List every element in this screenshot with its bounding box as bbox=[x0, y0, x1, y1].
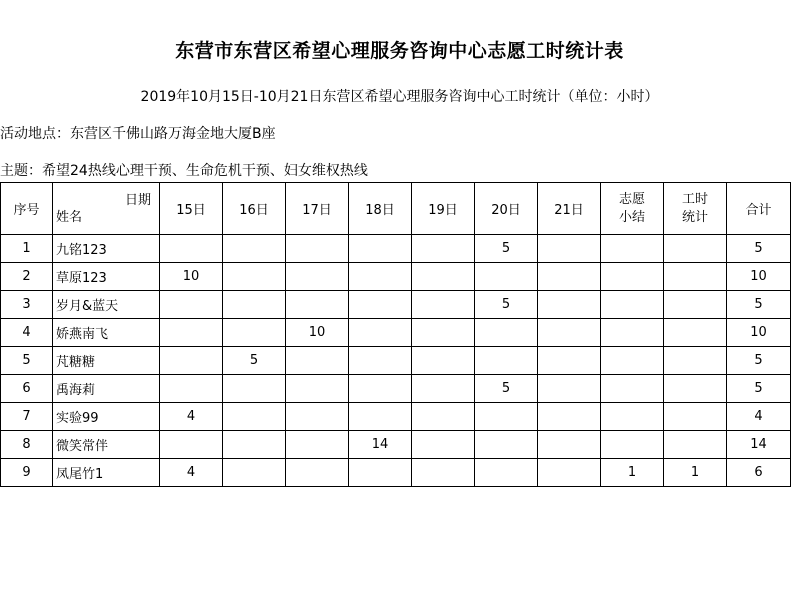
table-header-row bbox=[1, 183, 791, 235]
table-row bbox=[1, 235, 791, 263]
table-row bbox=[1, 347, 791, 375]
row-day-hours bbox=[160, 431, 223, 459]
row-day-hours bbox=[223, 263, 286, 291]
row-day-hours bbox=[412, 319, 475, 347]
row-index: 4 bbox=[1, 319, 53, 347]
row-day-hours bbox=[538, 319, 601, 347]
row-name: 岁月&蓝天 bbox=[53, 291, 160, 319]
table-row bbox=[1, 319, 791, 347]
header-name: 姓名 bbox=[56, 210, 83, 225]
row-day-hours bbox=[412, 291, 475, 319]
row-day-hours bbox=[349, 375, 412, 403]
row-day-hours bbox=[412, 403, 475, 431]
row-name: 芃糖糖 bbox=[53, 347, 160, 375]
row-total: 5 bbox=[727, 235, 791, 263]
row-total: 5 bbox=[727, 375, 791, 403]
row-index: 7 bbox=[1, 403, 53, 431]
row-day-hours bbox=[286, 459, 349, 487]
row-day-hours bbox=[160, 347, 223, 375]
activity-theme: 主题：希望24热线心理干预、生命危机干预、妇女维权热线 bbox=[0, 163, 368, 179]
row-day-hours bbox=[223, 375, 286, 403]
row-day-hours bbox=[223, 431, 286, 459]
row-summary bbox=[601, 347, 664, 375]
header-day: 16日 bbox=[223, 183, 286, 235]
row-stats bbox=[664, 291, 727, 319]
row-day-hours bbox=[412, 431, 475, 459]
hours-table bbox=[0, 182, 791, 487]
header-stats bbox=[664, 183, 727, 235]
row-day-hours bbox=[475, 263, 538, 291]
row-summary bbox=[601, 291, 664, 319]
row-summary: 1 bbox=[601, 459, 664, 487]
row-day-hours bbox=[412, 263, 475, 291]
row-stats bbox=[664, 347, 727, 375]
page-subtitle: 2019年10月15日-10月21日东营区希望心理服务咨询中心工时统计（单位：小时） bbox=[140, 89, 659, 105]
row-name: 微笑常伴 bbox=[53, 431, 160, 459]
row-day-hours bbox=[286, 403, 349, 431]
activity-location: 活动地点：东营区千佛山路万海金地大厦B座 bbox=[0, 126, 276, 142]
row-day-hours bbox=[223, 319, 286, 347]
row-day-hours bbox=[412, 459, 475, 487]
row-name: 草原123 bbox=[53, 263, 160, 291]
header-index: 序号 bbox=[1, 183, 53, 235]
row-index: 3 bbox=[1, 291, 53, 319]
row-index: 2 bbox=[1, 263, 53, 291]
row-day-hours bbox=[538, 375, 601, 403]
row-day-hours bbox=[223, 403, 286, 431]
row-day-hours bbox=[538, 459, 601, 487]
table-row bbox=[1, 375, 791, 403]
row-index: 8 bbox=[1, 431, 53, 459]
row-day-hours bbox=[475, 319, 538, 347]
row-day-hours bbox=[160, 375, 223, 403]
row-day-hours bbox=[538, 235, 601, 263]
row-total: 5 bbox=[727, 291, 791, 319]
table-row bbox=[1, 263, 791, 291]
row-day-hours: 5 bbox=[475, 291, 538, 319]
row-summary bbox=[601, 431, 664, 459]
row-day-hours bbox=[475, 347, 538, 375]
row-total: 6 bbox=[727, 459, 791, 487]
header-summary bbox=[601, 183, 664, 235]
header-day: 15日 bbox=[160, 183, 223, 235]
row-name: 九铭123 bbox=[53, 235, 160, 263]
row-total: 5 bbox=[727, 347, 791, 375]
row-day-hours bbox=[538, 403, 601, 431]
row-stats bbox=[664, 319, 727, 347]
row-day-hours bbox=[349, 403, 412, 431]
table-row bbox=[1, 459, 791, 487]
header-date-name bbox=[53, 183, 160, 235]
row-name: 禹海莉 bbox=[53, 375, 160, 403]
page-title: 东营市东营区希望心理服务咨询中心志愿工时统计表 bbox=[175, 40, 624, 62]
row-day-hours bbox=[349, 459, 412, 487]
row-summary bbox=[601, 235, 664, 263]
table-row bbox=[1, 403, 791, 431]
row-summary bbox=[601, 263, 664, 291]
row-day-hours bbox=[160, 235, 223, 263]
row-summary bbox=[601, 375, 664, 403]
row-total: 10 bbox=[727, 319, 791, 347]
row-day-hours bbox=[160, 291, 223, 319]
row-day-hours bbox=[412, 375, 475, 403]
row-day-hours bbox=[286, 347, 349, 375]
row-day-hours bbox=[538, 263, 601, 291]
header-date: 日期 bbox=[124, 193, 151, 208]
row-day-hours bbox=[223, 291, 286, 319]
row-stats bbox=[664, 263, 727, 291]
header-stats-line2: 统计 bbox=[681, 209, 708, 225]
header-stats-line1: 工时 bbox=[681, 191, 708, 207]
header-day: 17日 bbox=[286, 183, 349, 235]
header-day: 21日 bbox=[538, 183, 601, 235]
row-stats: 1 bbox=[664, 459, 727, 487]
row-day-hours bbox=[349, 291, 412, 319]
row-stats bbox=[664, 431, 727, 459]
header-total: 合计 bbox=[727, 183, 791, 235]
table-body bbox=[1, 183, 791, 487]
row-summary bbox=[601, 319, 664, 347]
row-day-hours bbox=[349, 319, 412, 347]
row-total: 4 bbox=[727, 403, 791, 431]
row-index: 5 bbox=[1, 347, 53, 375]
row-day-hours bbox=[223, 235, 286, 263]
row-summary bbox=[601, 403, 664, 431]
row-day-hours bbox=[223, 459, 286, 487]
header-day: 18日 bbox=[349, 183, 412, 235]
header-summary-line1: 志愿 bbox=[618, 191, 645, 207]
row-day-hours bbox=[475, 431, 538, 459]
row-day-hours bbox=[538, 431, 601, 459]
row-day-hours bbox=[286, 375, 349, 403]
row-day-hours bbox=[286, 291, 349, 319]
row-day-hours: 10 bbox=[160, 263, 223, 291]
row-name: 凤尾竹1 bbox=[53, 459, 160, 487]
row-day-hours: 5 bbox=[475, 375, 538, 403]
row-index: 1 bbox=[1, 235, 53, 263]
row-day-hours bbox=[349, 235, 412, 263]
row-stats bbox=[664, 403, 727, 431]
row-day-hours bbox=[286, 263, 349, 291]
row-day-hours: 14 bbox=[349, 431, 412, 459]
row-day-hours bbox=[538, 347, 601, 375]
row-day-hours bbox=[538, 291, 601, 319]
row-index: 9 bbox=[1, 459, 53, 487]
table-row bbox=[1, 291, 791, 319]
row-day-hours: 5 bbox=[223, 347, 286, 375]
row-total: 10 bbox=[727, 263, 791, 291]
row-total: 14 bbox=[727, 431, 791, 459]
row-index: 6 bbox=[1, 375, 53, 403]
row-stats bbox=[664, 235, 727, 263]
row-day-hours: 4 bbox=[160, 403, 223, 431]
row-day-hours bbox=[349, 347, 412, 375]
row-day-hours bbox=[412, 235, 475, 263]
row-day-hours: 4 bbox=[160, 459, 223, 487]
row-day-hours bbox=[475, 459, 538, 487]
table-row bbox=[1, 431, 791, 459]
row-day-hours bbox=[160, 319, 223, 347]
row-day-hours: 5 bbox=[475, 235, 538, 263]
header-day: 20日 bbox=[475, 183, 538, 235]
header-summary-line2: 小结 bbox=[618, 209, 645, 225]
row-stats bbox=[664, 375, 727, 403]
row-name: 娇燕南飞 bbox=[53, 319, 160, 347]
row-day-hours bbox=[286, 235, 349, 263]
row-day-hours bbox=[349, 263, 412, 291]
header-day: 19日 bbox=[412, 183, 475, 235]
row-day-hours bbox=[412, 347, 475, 375]
row-day-hours bbox=[475, 403, 538, 431]
row-name: 实验99 bbox=[53, 403, 160, 431]
row-day-hours bbox=[286, 431, 349, 459]
row-day-hours: 10 bbox=[286, 319, 349, 347]
